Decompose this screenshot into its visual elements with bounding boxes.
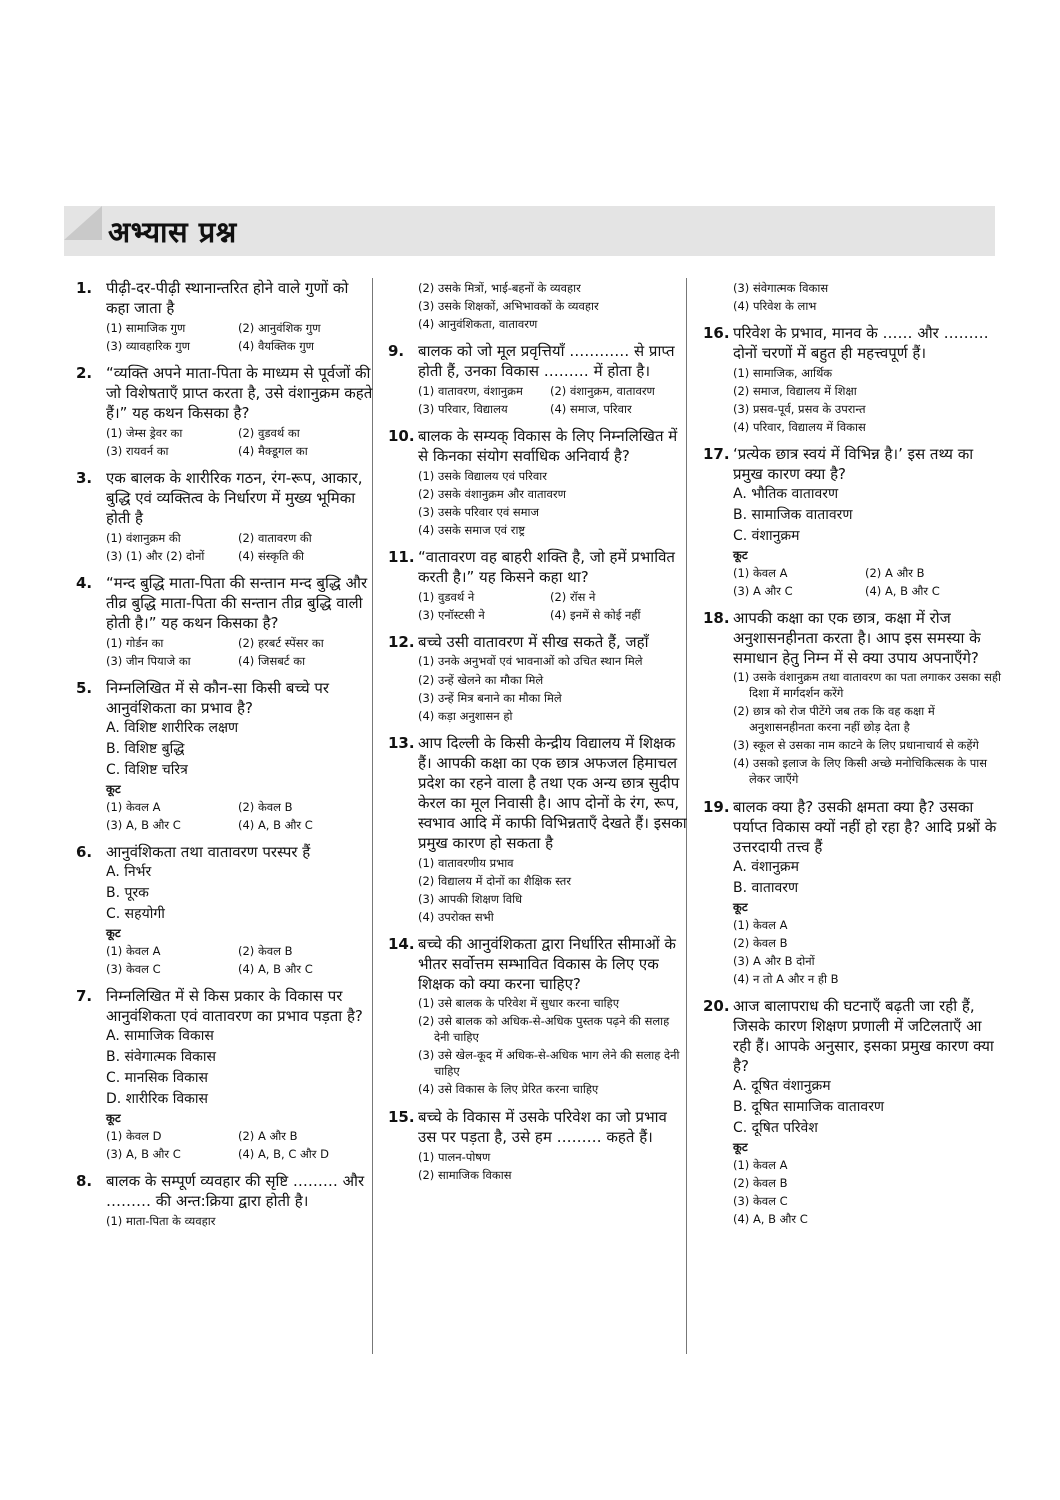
options — [418, 854, 688, 926]
options — [733, 564, 1003, 600]
option: (3) A, B और C — [106, 818, 181, 832]
question-3 — [76, 468, 376, 565]
title-corner-shape — [64, 206, 102, 240]
statement: C. सहयोगी — [106, 906, 165, 922]
question-number: 17. — [703, 445, 730, 463]
option: (3) प्रसव-पूर्व, प्रसव के उपरान्त — [733, 402, 866, 416]
options — [418, 1148, 688, 1184]
options — [418, 653, 688, 725]
option: (3) उसके शिक्षकों, अभिभावकों के व्यवहार — [418, 299, 599, 313]
option: (2) हरबर्ट स्पेंसर का — [238, 636, 324, 650]
question-5 — [76, 678, 376, 834]
option: (4) A, B और C — [733, 1212, 808, 1226]
option: (1) सामाजिक, आर्थिक — [733, 366, 833, 380]
options — [106, 1212, 376, 1230]
option: (2) केवल B — [733, 1176, 788, 1190]
option: (2) विद्यालय में दोनों का शैक्षिक स्तर — [418, 874, 572, 888]
option: (1) केवल A — [106, 944, 161, 958]
option: (1) केवल A — [733, 1158, 788, 1172]
option: (2) वुडवर्थ का — [238, 426, 300, 440]
option: (1) केवल A — [733, 566, 788, 580]
question-number: 9. — [388, 342, 405, 360]
option: (3) A और B दोनों — [733, 954, 815, 968]
option: (2) रॉस ने — [550, 590, 596, 604]
option: (4) मैक्डूगल का — [238, 444, 308, 458]
option: (3) (1) और (2) दोनों — [106, 549, 205, 563]
question-text: बच्चे की आनुवंशिकता द्वारा निर्धारित सीमाओं के भीतर सर्वोत्तम सम्भावित विकास के लिए एक शिक्षक को क्या करना चाहिए? — [418, 935, 676, 993]
option: (2) A और B — [865, 566, 925, 580]
option: (4) इनमें से कोई नहीं — [550, 608, 641, 622]
options — [733, 1156, 1003, 1228]
question-14 — [388, 934, 688, 1099]
column-3 — [703, 278, 1003, 1358]
koot-label: कूट — [106, 1111, 121, 1125]
title-band — [64, 206, 995, 256]
options — [106, 424, 376, 460]
option: (1) केवल A — [733, 918, 788, 932]
option: (4) न तो A और न ही B — [733, 972, 839, 986]
question-20 — [703, 996, 1003, 1228]
question-17 — [703, 444, 1003, 600]
statement: A. विशिष्ट शारीरिक लक्षण — [106, 720, 239, 736]
statement: B. दूषित सामाजिक वातावरण — [733, 1099, 885, 1115]
question-number: 14. — [388, 935, 415, 953]
question-number: 15. — [388, 1108, 415, 1126]
question-text: “व्यक्ति अपने माता-पिता के माध्यम से पूर्वजों की जो विशेषताएँ प्राप्त करता है, उसे वंशानुक्रम कहते हैं।” यह कथन किसका है? — [106, 364, 373, 422]
options — [106, 319, 376, 355]
option: (2) केवल B — [238, 800, 293, 814]
options — [733, 916, 1003, 988]
option: (1) सामाजिक गुण — [106, 321, 186, 335]
option: (1) जेम्स ड्रेवर का — [106, 426, 183, 440]
option: (1) वुडवर्थ ने — [418, 590, 475, 604]
option: (2) छात्र को रोज पीटेंगे जब तक कि वह कक्षा में अनुशासनहीनता करना नहीं छोड़ देता है — [733, 704, 935, 734]
option: (3) केवल C — [733, 1194, 788, 1208]
option: (4) उसको इलाज के लिए किसी अच्छे मनोचिकित्सक के पास लेकर जाएँगे — [733, 756, 987, 786]
statement: A. दूषित वंशानुक्रम — [733, 1078, 831, 1094]
option: (1) गोर्डन का — [106, 636, 164, 650]
statement: B. विशिष्ट बुद्धि — [106, 741, 185, 757]
question-11 — [388, 547, 688, 624]
question-9 — [388, 341, 688, 418]
options — [418, 467, 688, 539]
statement: A. निर्भर — [106, 864, 152, 880]
question-7 — [76, 986, 376, 1163]
question-16 — [703, 323, 1003, 436]
question-text: आनुवंशिकता तथा वातावरण परस्पर हैं — [106, 843, 311, 861]
question-number: 3. — [76, 469, 93, 487]
statement: C. वंशानुक्रम — [733, 528, 800, 544]
option: (3) जीन पियाजे का — [106, 654, 191, 668]
options — [418, 995, 688, 1099]
question-number: 1. — [76, 279, 93, 297]
option: (3) केवल C — [106, 962, 161, 976]
option: (4) A, B और C — [238, 818, 313, 832]
option: (4) A, B और C — [238, 962, 313, 976]
option: (3) A, B और C — [106, 1147, 181, 1161]
question-text: पीढ़ी-दर-पीढ़ी स्थानान्तरित होने वाले गुणों को कहा जाता है — [106, 279, 349, 317]
statement: B. संवेगात्मक विकास — [106, 1049, 217, 1065]
option: (4) कड़ा अनुशासन हो — [418, 709, 513, 723]
statement: B. पूरक — [106, 885, 149, 901]
option: (3) व्यावहारिक गुण — [106, 339, 190, 353]
option: (2) उन्हें खेलने का मौका मिले — [418, 673, 544, 687]
option: (3) A और C — [733, 584, 793, 598]
option: (1) उनके अनुभवों एवं भावनाओं को उचित स्थान मिले — [418, 654, 643, 668]
option: (2) A और B — [238, 1129, 298, 1143]
options — [733, 279, 1003, 315]
options — [106, 634, 376, 670]
option: (3) रायवर्न का — [106, 444, 169, 458]
option: (4) समाज, परिवार — [550, 402, 632, 416]
option: (1) पालन-पोषण — [418, 1150, 491, 1164]
option: (1) वातावरण, वंशानुक्रम — [418, 384, 523, 398]
question-number: 19. — [703, 798, 730, 816]
question-1 — [76, 278, 376, 355]
question-text: “वातावरण वह बाहरी शक्ति है, जो हमें प्रभावित करती है।” यह किसने कहा था? — [418, 548, 675, 586]
question-number: 12. — [388, 633, 415, 651]
question-number: 13. — [388, 734, 415, 752]
column-2 — [388, 278, 688, 1358]
question-text: “मन्द बुद्धि माता-पिता की सन्तान मन्द बुद्धि और तीव्र बुद्धि माता-पिता की सन्तान तीव्र बुद्धि वाली होती है।” यह कथन किसका है? — [106, 574, 368, 632]
question-number: 7. — [76, 987, 93, 1005]
question-15-continued — [703, 279, 1003, 315]
statement: B. वातावरण — [733, 880, 799, 896]
question-text: बालक क्या है? उसकी क्षमता क्या है? उसका पर्याप्त विकास क्यों नहीं हो रहा है? आदि प्रश्नों के उत्तरदायी तत्त्व हैं — [733, 798, 997, 856]
option: (4) वैयक्तिक गुण — [238, 339, 314, 353]
option: (3) परिवार, विद्यालय — [418, 402, 508, 416]
question-number: 20. — [703, 997, 730, 1015]
question-text: आप दिल्ली के किसी केन्द्रीय विद्यालय में शिक्षक हैं। आपकी कक्षा का एक छात्र अफजल हिमाचल प्रदेश का रहने वाला है तथा एक अन्य छात्र सुदीप केरल का मूल निवासी है। आप दोनों के रंग, रूप, स्वभाव आदि में काफी विभिन्नताएँ देखते हैं। इसका प्रमुख कारण हो सकता है — [418, 734, 687, 852]
options — [733, 364, 1003, 436]
option: (1) वातावरणीय प्रभाव — [418, 856, 514, 870]
question-10 — [388, 426, 688, 539]
question-text: बच्चे उसी वातावरण में सीख सकते हैं, जहाँ — [418, 633, 649, 651]
option: (4) उसके समाज एवं राष्ट्र — [418, 523, 526, 537]
option: (2) उसे बालक को अधिक-से-अधिक पुस्तक पढ़ने की सलाह देनी चाहिए — [418, 1014, 670, 1044]
question-2 — [76, 363, 376, 460]
koot-label: कूट — [733, 548, 748, 562]
options — [106, 529, 376, 565]
question-number: 8. — [76, 1172, 93, 1190]
option: (1) उसके वंशानुक्रम तथा वातावरण का पता लगाकर उसका सही दिशा में मार्गदर्शन करेंगे — [733, 670, 1001, 700]
option: (1) केवल D — [106, 1129, 162, 1143]
question-text: एक बालक के शारीरिक गठन, रंग-रूप, आकार, बुद्धि एवं व्यक्तित्व के निर्धारण में मुख्य भूमिका होती है — [106, 469, 363, 527]
option: (1) वंशानुक्रम की — [106, 531, 181, 545]
question-text: ‘प्रत्येक छात्र स्वयं में विभिन्न है।’ इस तथ्य का प्रमुख कारण क्या है? — [733, 445, 974, 483]
question-number: 4. — [76, 574, 93, 592]
options — [106, 942, 376, 978]
option: (2) केवल B — [733, 936, 788, 950]
option: (3) उसके परिवार एवं समाज — [418, 505, 540, 519]
statement: C. मानसिक विकास — [106, 1070, 208, 1086]
option: (2) वातावरण की — [238, 531, 312, 545]
option: (4) परिवार, विद्यालय में विकास — [733, 420, 866, 434]
question-text: निम्नलिखित में से कौन-सा किसी बच्चे पर आनुवंशिकता का प्रभाव है? — [106, 679, 330, 717]
question-text: निम्नलिखित में से किस प्रकार के विकास पर आनुवंशिकता एवं वातावरण का प्रभाव पड़ता है? — [106, 987, 363, 1025]
option: (2) समाज, विद्यालय में शिक्षा — [733, 384, 857, 398]
question-number: 16. — [703, 324, 730, 342]
options — [106, 1127, 376, 1163]
question-19 — [703, 797, 1003, 988]
option: (2) उसके वंशानुक्रम और वातावरण — [418, 487, 566, 501]
question-text: बालक के सम्यक् विकास के लिए निम्नलिखित में से किनका संयोग सर्वाधिक अनिवार्य है? — [418, 427, 678, 465]
options — [733, 669, 1003, 789]
question-18 — [703, 608, 1003, 789]
option: (3) संवेगात्मक विकास — [733, 281, 829, 295]
question-number: 11. — [388, 548, 415, 566]
option: (2) उसके मित्रों, भाई-बहनों के व्यवहार — [418, 281, 581, 295]
options — [106, 798, 376, 834]
option: (2) आनुवंशिक गुण — [238, 321, 321, 335]
question-6 — [76, 842, 376, 978]
option: (4) A, B और C — [865, 584, 940, 598]
option: (1) केवल A — [106, 800, 161, 814]
options — [418, 382, 688, 418]
question-text: परिवेश के प्रभाव, मानव के …… और ……… दोनों चरणों में बहुत ही महत्त्वपूर्ण हैं। — [733, 324, 989, 362]
statement: B. सामाजिक वातावरण — [733, 507, 853, 523]
koot-label: कूट — [733, 900, 748, 914]
question-15 — [388, 1107, 688, 1184]
option: (2) केवल B — [238, 944, 293, 958]
options — [418, 279, 688, 333]
question-number: 2. — [76, 364, 93, 382]
option: (2) सामाजिक विकास — [418, 1168, 512, 1182]
option: (3) स्कूल से उसका नाम काटने के लिए प्रधानाचार्य से कहेंगे — [733, 738, 979, 752]
koot-label: कूट — [733, 1140, 748, 1154]
option: (3) आपकी शिक्षण विधि — [418, 892, 523, 906]
question-text: बच्चे के विकास में उसके परिवेश का जो प्रभाव उस पर पड़ता है, उसे हम ……… कहते हैं। — [418, 1108, 667, 1146]
question-text: बालक को जो मूल प्रवृत्तियाँ ………… से प्राप्त होती हैं, उनका विकास ……… में होता है। — [418, 342, 675, 380]
statement: D. शारीरिक विकास — [106, 1091, 208, 1107]
question-number: 6. — [76, 843, 93, 861]
statement: A. भौतिक वातावरण — [733, 486, 839, 502]
question-text: आज बालापराध की घटनाएँ बढ़ती जा रही हैं, जिसके कारण शिक्षण प्रणाली में जटिलताएँ आ रही हैं। आपके अनुसार, इसका प्रमुख कारण क्या है? — [733, 997, 994, 1075]
question-number: 5. — [76, 679, 93, 697]
option: (4) परिवेश के लाभ — [733, 299, 817, 313]
option: (4) उसे विकास के लिए प्रेरित करना चाहिए — [418, 1082, 599, 1096]
option: (4) संस्कृति की — [238, 549, 305, 563]
question-8 — [76, 1171, 376, 1230]
option: (3) एनॉस्टसी ने — [418, 608, 485, 622]
option: (1) उसे बालक के परिवेश में सुधार करना चाहिए — [418, 996, 620, 1010]
question-13 — [388, 733, 688, 926]
page-title: अभ्यास प्रश्न — [108, 215, 237, 249]
statement: A. वंशानुक्रम — [733, 859, 800, 875]
question-8-continued — [388, 279, 688, 333]
option: (2) वंशानुक्रम, वातावरण — [550, 384, 655, 398]
statement: C. विशिष्ट चरित्र — [106, 762, 188, 778]
question-text: आपकी कक्षा का एक छात्र, कक्षा में रोज अनुशासनहीनता करता है। आप इस समस्या के समाधान हेतु निम्न में से क्या उपाय अपनाएँगे? — [733, 609, 981, 667]
option: (3) उसे खेल-कूद में अधिक-से-अधिक भाग लेने की सलाह देनी चाहिए — [418, 1048, 680, 1078]
options — [418, 588, 688, 624]
option: (4) A, B, C और D — [238, 1147, 329, 1161]
question-text: बालक के सम्पूर्ण व्यवहार की सृष्टि ……… और ……… की अन्त:क्रिया द्वारा होती है। — [106, 1172, 365, 1210]
option: (4) जिसबर्ट का — [238, 654, 306, 668]
question-12 — [388, 632, 688, 725]
statement: C. दूषित परिवेश — [733, 1120, 818, 1136]
column-1 — [76, 278, 376, 1358]
question-number: 10. — [388, 427, 415, 445]
option: (1) माता-पिता के व्यवहार — [106, 1214, 216, 1228]
option: (4) आनुवंशिकता, वातावरण — [418, 317, 538, 331]
option: (1) उसके विद्यालय एवं परिवार — [418, 469, 547, 483]
option: (3) उन्हें मित्र बनाने का मौका मिले — [418, 691, 562, 705]
question-4 — [76, 573, 376, 670]
question-number: 18. — [703, 609, 730, 627]
option: (4) उपरोक्त सभी — [418, 910, 494, 924]
koot-label: कूट — [106, 926, 121, 940]
koot-label: कूट — [106, 782, 121, 796]
statement: A. सामाजिक विकास — [106, 1028, 214, 1044]
